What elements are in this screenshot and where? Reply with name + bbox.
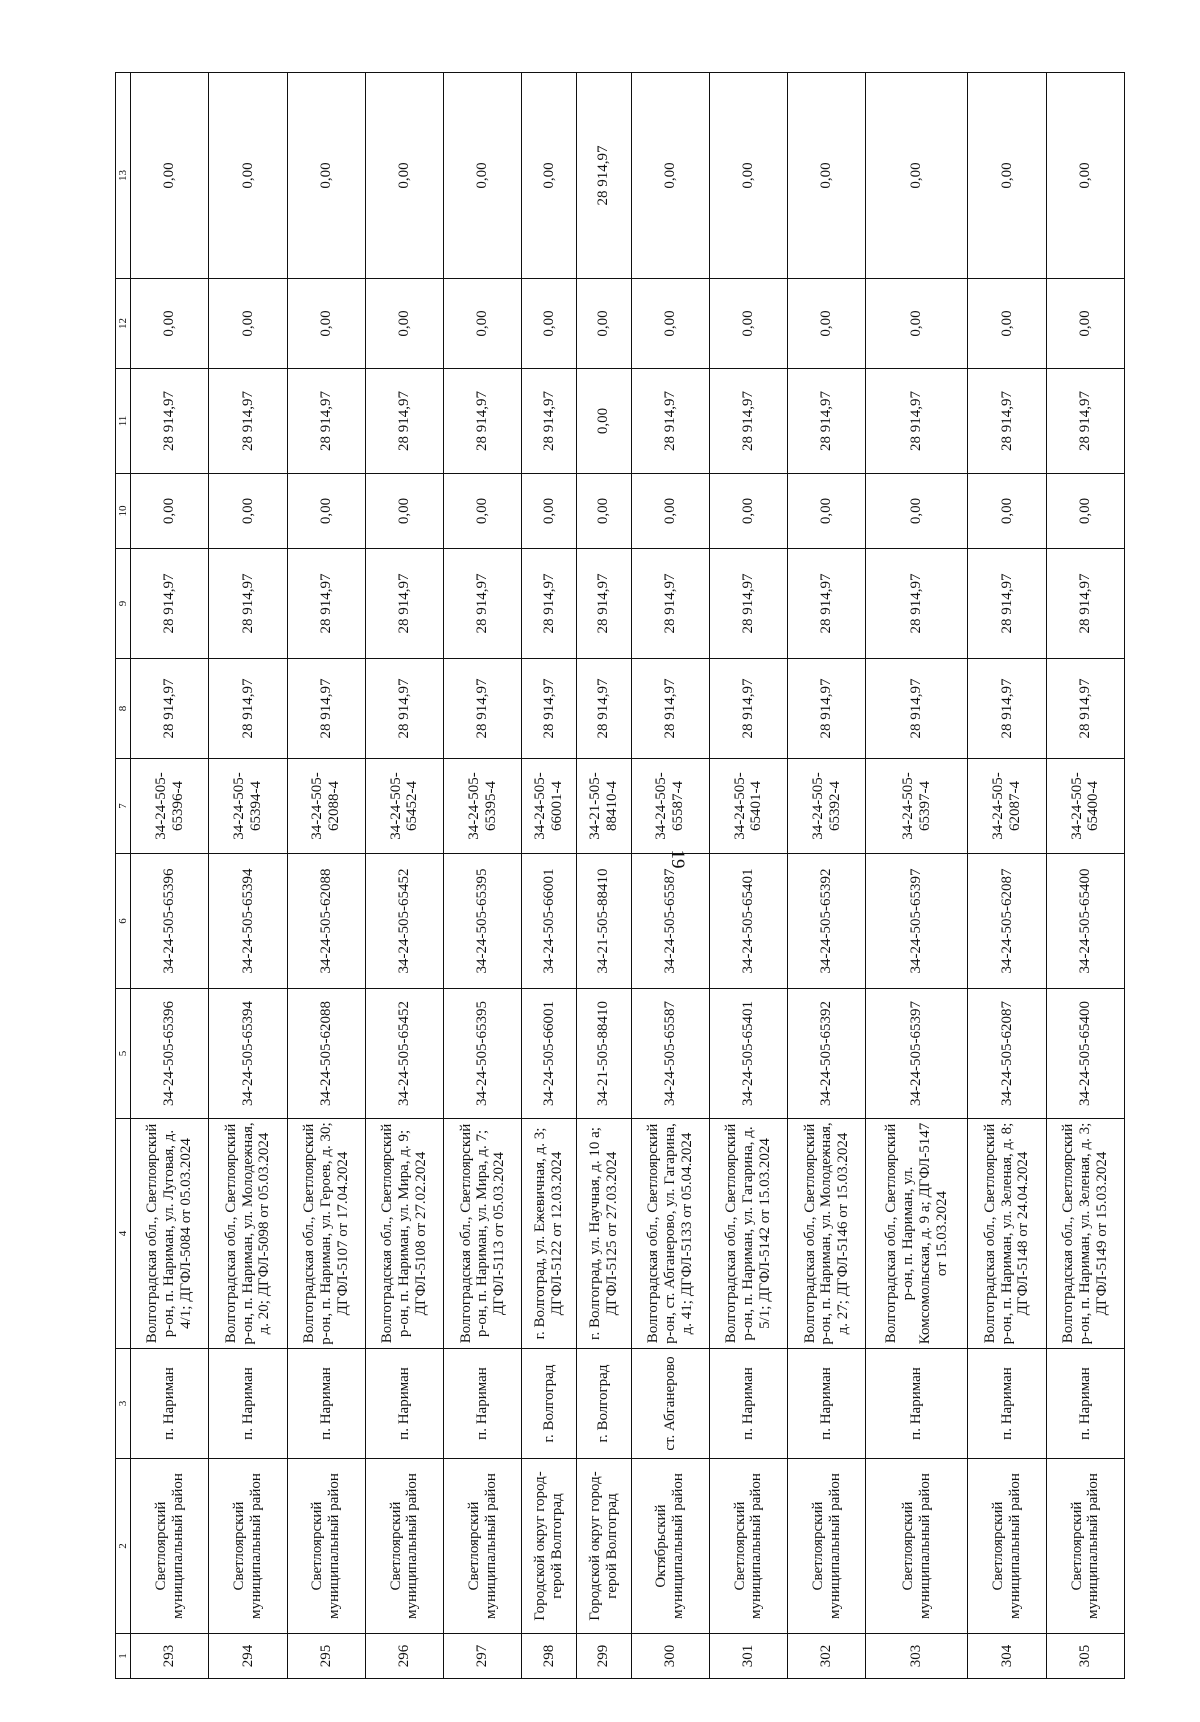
amount-cell: 28 914,97	[209, 369, 287, 474]
locality-cell: г. Волгоград	[522, 1349, 577, 1459]
locality-cell: п. Нариман	[1046, 1349, 1124, 1459]
table-row	[209, 73, 287, 1679]
amount-cell: 28 914,97	[788, 659, 866, 759]
amount-cell: 0,00	[209, 73, 287, 279]
column-number: 10	[116, 474, 131, 549]
amount-cell: 0,00	[522, 474, 577, 549]
amount-cell: 0,00	[1046, 279, 1124, 369]
object-code-cell: 34-24-505-66001-4	[522, 759, 577, 854]
cadastral-number-cell: 34-24-505-65397	[866, 854, 968, 989]
column-number: 13	[116, 73, 131, 279]
object-code-cell: 34-24-505-65397-4	[866, 759, 968, 854]
amount-cell: 0,00	[576, 279, 631, 369]
column-number: 12	[116, 279, 131, 369]
address-cell: Волгоградская обл., Светлоярский р-он, п. Нариман, ул. Молодежная, д. 27; ДГФЛ-5146 от 15.03.2024	[788, 1119, 866, 1349]
locality-cell: п. Нариман	[131, 1349, 209, 1459]
object-code-cell: 34-21-505-88410-4	[576, 759, 631, 854]
cadastral-number-cell: 34-21-505-88410	[576, 854, 631, 989]
district-cell: Светлоярский муниципальный район	[365, 1459, 443, 1634]
amount-cell: 28 914,97	[788, 369, 866, 474]
amount-cell: 0,00	[522, 73, 577, 279]
row-number: 296	[365, 1634, 443, 1679]
registry-table	[115, 72, 1125, 1679]
cadastral-number-cell: 34-24-505-62088	[287, 854, 365, 989]
locality-cell: п. Нариман	[866, 1349, 968, 1459]
object-code-cell: 34-24-505-65392-4	[788, 759, 866, 854]
amount-cell: 0,00	[576, 474, 631, 549]
column-number: 9	[116, 549, 131, 659]
cadastral-number-cell: 34-21-505-88410	[576, 989, 631, 1119]
cadastral-number-cell: 34-24-505-65452	[365, 989, 443, 1119]
cadastral-number-cell: 34-24-505-65394	[209, 854, 287, 989]
district-cell: Светлоярский муниципальный район	[866, 1459, 968, 1634]
address-cell: Волгоградская обл., Светлоярский р-он, п. Нариман, ул. Гагарина, д. 5/1; ДГФЛ-5142 от 15.03.2024	[709, 1119, 787, 1349]
row-number: 303	[866, 1634, 968, 1679]
cadastral-number-cell: 34-24-505-62088	[287, 989, 365, 1119]
object-code-cell: 34-24-505-65396-4	[131, 759, 209, 854]
locality-cell: п. Нариман	[788, 1349, 866, 1459]
amount-cell: 28 914,97	[866, 369, 968, 474]
amount-cell: 28 914,97	[209, 549, 287, 659]
table-row	[365, 73, 443, 1679]
amount-cell: 28 914,97	[522, 549, 577, 659]
amount-cell: 0,00	[444, 474, 522, 549]
column-number: 2	[116, 1459, 131, 1634]
table-row	[576, 73, 631, 1679]
cadastral-number-cell: 34-24-505-65401	[709, 989, 787, 1119]
amount-cell: 0,00	[709, 474, 787, 549]
amount-cell: 28 914,97	[576, 549, 631, 659]
cadastral-number-cell: 34-24-505-62087	[968, 989, 1046, 1119]
amount-cell: 28 914,97	[1046, 549, 1124, 659]
amount-cell: 0,00	[444, 279, 522, 369]
amount-cell: 28 914,97	[576, 73, 631, 279]
amount-cell: 0,00	[365, 474, 443, 549]
amount-cell: 0,00	[1046, 73, 1124, 279]
column-number: 1	[116, 1634, 131, 1679]
amount-cell: 0,00	[968, 474, 1046, 549]
cadastral-number-cell: 34-24-505-66001	[522, 989, 577, 1119]
amount-cell: 28 914,97	[444, 549, 522, 659]
address-cell: Волгоградская обл., Светлоярский р-он, п. Нариман, ул. Зеленая, д. 3; ДГФЛ-5149 от 15.03.2024	[1046, 1119, 1124, 1349]
row-number: 305	[1046, 1634, 1124, 1679]
row-number: 297	[444, 1634, 522, 1679]
amount-cell: 0,00	[209, 474, 287, 549]
object-code-cell: 34-24-505-65395-4	[444, 759, 522, 854]
object-code-cell: 34-24-505-65400-4	[1046, 759, 1124, 854]
cadastral-number-cell: 34-24-505-65392	[788, 854, 866, 989]
row-number: 300	[631, 1634, 709, 1679]
amount-cell: 0,00	[866, 73, 968, 279]
amount-cell: 28 914,97	[131, 659, 209, 759]
table-row	[287, 73, 365, 1679]
address-cell: Волгоградская обл., Светлоярский р-он, п. Нариман, ул. Комсомольская, д. 9 а; ДГФЛ-5147 от 15.03.2024	[866, 1119, 968, 1349]
district-cell: Светлоярский муниципальный район	[444, 1459, 522, 1634]
amount-cell: 28 914,97	[709, 659, 787, 759]
row-number: 295	[287, 1634, 365, 1679]
cadastral-number-cell: 34-24-505-65394	[209, 989, 287, 1119]
amount-cell: 28 914,97	[631, 549, 709, 659]
district-cell: Светлоярский муниципальный район	[788, 1459, 866, 1634]
cadastral-number-cell: 34-24-505-62087	[968, 854, 1046, 989]
address-cell: Волгоградская обл., Светлоярский р-он, п. Нариман, ул. Мира, д. 9; ДГФЛ-5108 от 27.02.2024	[365, 1119, 443, 1349]
amount-cell: 28 914,97	[968, 549, 1046, 659]
locality-cell: г. Волгоград	[576, 1349, 631, 1459]
row-number: 299	[576, 1634, 631, 1679]
locality-cell: п. Нариман	[287, 1349, 365, 1459]
row-number: 293	[131, 1634, 209, 1679]
cadastral-number-cell: 34-24-505-65400	[1046, 854, 1124, 989]
address-cell: Волгоградская обл., Светлоярский р-он, п. Нариман, ул. Героев, д. 30; ДГФЛ-5107 от 17.04.2024	[287, 1119, 365, 1349]
locality-cell: п. Нариман	[968, 1349, 1046, 1459]
amount-cell: 0,00	[522, 279, 577, 369]
cadastral-number-cell: 34-24-505-65396	[131, 854, 209, 989]
amount-cell: 28 914,97	[287, 369, 365, 474]
district-cell: Светлоярский муниципальный район	[287, 1459, 365, 1634]
amount-cell: 0,00	[631, 474, 709, 549]
district-cell: Светлоярский муниципальный район	[1046, 1459, 1124, 1634]
column-number: 4	[116, 1119, 131, 1349]
cadastral-number-cell: 34-24-505-65396	[131, 989, 209, 1119]
amount-cell: 28 914,97	[131, 369, 209, 474]
row-number: 302	[788, 1634, 866, 1679]
object-code-cell: 34-24-505-65452-4	[365, 759, 443, 854]
row-number: 298	[522, 1634, 577, 1679]
object-code-cell: 34-24-505-62087-4	[968, 759, 1046, 854]
row-number: 301	[709, 1634, 787, 1679]
cadastral-number-cell: 34-24-505-65401	[709, 854, 787, 989]
amount-cell: 0,00	[131, 474, 209, 549]
amount-cell: 0,00	[365, 73, 443, 279]
locality-cell: п. Нариман	[444, 1349, 522, 1459]
column-number: 6	[116, 854, 131, 989]
amount-cell: 0,00	[631, 73, 709, 279]
amount-cell: 0,00	[287, 474, 365, 549]
amount-cell: 28 914,97	[287, 659, 365, 759]
amount-cell: 28 914,97	[968, 659, 1046, 759]
district-cell: Октябрьский муниципальный район	[631, 1459, 709, 1634]
cadastral-number-cell: 34-24-505-65400	[1046, 989, 1124, 1119]
address-cell: Волгоградская обл., Светлоярский р-он, п. Нариман, ул. Молодежная, д. 20; ДГФЛ-5098 от 05.03.2024	[209, 1119, 287, 1349]
amount-cell: 0,00	[709, 279, 787, 369]
locality-cell: п. Нариман	[209, 1349, 287, 1459]
object-code-cell: 34-24-505-62088-4	[287, 759, 365, 854]
amount-cell: 28 914,97	[444, 369, 522, 474]
table-row	[968, 73, 1046, 1679]
amount-cell: 28 914,97	[788, 549, 866, 659]
amount-cell: 0,00	[444, 73, 522, 279]
amount-cell: 0,00	[866, 474, 968, 549]
district-cell: Городской округ город-герой Волгоград	[576, 1459, 631, 1634]
amount-cell: 28 914,97	[365, 369, 443, 474]
table-body	[131, 73, 1125, 1679]
locality-cell: п. Нариман	[709, 1349, 787, 1459]
amount-cell: 0,00	[709, 73, 787, 279]
table-row	[1046, 73, 1124, 1679]
amount-cell: 0,00	[788, 73, 866, 279]
amount-cell: 28 914,97	[287, 549, 365, 659]
locality-cell: ст. Абганерово	[631, 1349, 709, 1459]
address-cell: Волгоградская обл., Светлоярский р-он, ст. Абганерово, ул. Гагарина, д. 41; ДГФЛ-5133 от 05.04.2024	[631, 1119, 709, 1349]
object-code-cell: 34-24-505-65394-4	[209, 759, 287, 854]
row-number: 294	[209, 1634, 287, 1679]
locality-cell: п. Нариман	[365, 1349, 443, 1459]
district-cell: Светлоярский муниципальный район	[131, 1459, 209, 1634]
amount-cell: 0,00	[287, 73, 365, 279]
amount-cell: 0,00	[209, 279, 287, 369]
table-row	[631, 73, 709, 1679]
column-number-row	[116, 73, 131, 1679]
table-row	[131, 73, 209, 1679]
amount-cell: 28 914,97	[866, 549, 968, 659]
row-number: 304	[968, 1634, 1046, 1679]
amount-cell: 0,00	[866, 279, 968, 369]
amount-cell: 28 914,97	[631, 369, 709, 474]
amount-cell: 28 914,97	[131, 549, 209, 659]
cadastral-number-cell: 34-24-505-65452	[365, 854, 443, 989]
district-cell: Светлоярский муниципальный район	[209, 1459, 287, 1634]
district-cell: Светлоярский муниципальный район	[968, 1459, 1046, 1634]
cadastral-number-cell: 34-24-505-65395	[444, 854, 522, 989]
rotated-table-frame	[115, 73, 1125, 1679]
address-cell: Волгоградская обл., Светлоярский р-он, п. Нариман, ул. Мира, д. 7; ДГФЛ-5113 от 05.03.2024	[444, 1119, 522, 1349]
amount-cell: 0,00	[631, 279, 709, 369]
object-code-cell: 34-24-505-65587-4	[631, 759, 709, 854]
amount-cell: 0,00	[1046, 474, 1124, 549]
amount-cell: 28 914,97	[709, 549, 787, 659]
amount-cell: 28 914,97	[522, 659, 577, 759]
amount-cell: 0,00	[968, 73, 1046, 279]
amount-cell: 0,00	[287, 279, 365, 369]
amount-cell: 28 914,97	[365, 549, 443, 659]
cadastral-number-cell: 34-24-505-65392	[788, 989, 866, 1119]
table-row	[444, 73, 522, 1679]
cadastral-number-cell: 34-24-505-65397	[866, 989, 968, 1119]
amount-cell: 28 914,97	[1046, 659, 1124, 759]
column-number: 3	[116, 1349, 131, 1459]
amount-cell: 28 914,97	[631, 659, 709, 759]
district-cell: Светлоярский муниципальный район	[709, 1459, 787, 1634]
amount-cell: 0,00	[788, 474, 866, 549]
amount-cell: 28 914,97	[709, 369, 787, 474]
amount-cell: 0,00	[131, 279, 209, 369]
table-row	[866, 73, 968, 1679]
column-number: 8	[116, 659, 131, 759]
table-row	[788, 73, 866, 1679]
amount-cell: 28 914,97	[576, 659, 631, 759]
column-number: 7	[116, 759, 131, 854]
amount-cell: 0,00	[131, 73, 209, 279]
amount-cell: 28 914,97	[522, 369, 577, 474]
amount-cell: 0,00	[788, 279, 866, 369]
column-number: 11	[116, 369, 131, 474]
amount-cell: 28 914,97	[1046, 369, 1124, 474]
district-cell: Городской округ город-герой Волгоград	[522, 1459, 577, 1634]
cadastral-number-cell: 34-24-505-66001	[522, 854, 577, 989]
amount-cell: 0,00	[576, 369, 631, 474]
table-row	[709, 73, 787, 1679]
cadastral-number-cell: 34-24-505-65587	[631, 989, 709, 1119]
page-number: 19	[667, 849, 688, 869]
address-cell: г. Волгоград, ул. Ежевичная, д. 3; ДГФЛ-5122 от 12.03.2024	[522, 1119, 577, 1349]
table-row	[522, 73, 577, 1679]
cadastral-number-cell: 34-24-505-65587	[631, 854, 709, 989]
amount-cell: 0,00	[365, 279, 443, 369]
column-number: 5	[116, 989, 131, 1119]
amount-cell: 28 914,97	[365, 659, 443, 759]
amount-cell: 28 914,97	[866, 659, 968, 759]
address-cell: Волгоградская обл., Светлоярский р-он, п. Нариман, ул. Луговая, д. 4/1; ДГФЛ-5084 от 05.03.2024	[131, 1119, 209, 1349]
amount-cell: 28 914,97	[444, 659, 522, 759]
amount-cell: 28 914,97	[968, 369, 1046, 474]
cadastral-number-cell: 34-24-505-65395	[444, 989, 522, 1119]
amount-cell: 0,00	[968, 279, 1046, 369]
address-cell: Волгоградская обл., Светлоярский р-он, п. Нариман, ул. Зеленая, д. 8; ДГФЛ-5148 от 24.04.2024	[968, 1119, 1046, 1349]
object-code-cell: 34-24-505-65401-4	[709, 759, 787, 854]
amount-cell: 28 914,97	[209, 659, 287, 759]
address-cell: г. Волгоград, ул. Научная, д. 10 а; ДГФЛ-5125 от 27.03.2024	[576, 1119, 631, 1349]
